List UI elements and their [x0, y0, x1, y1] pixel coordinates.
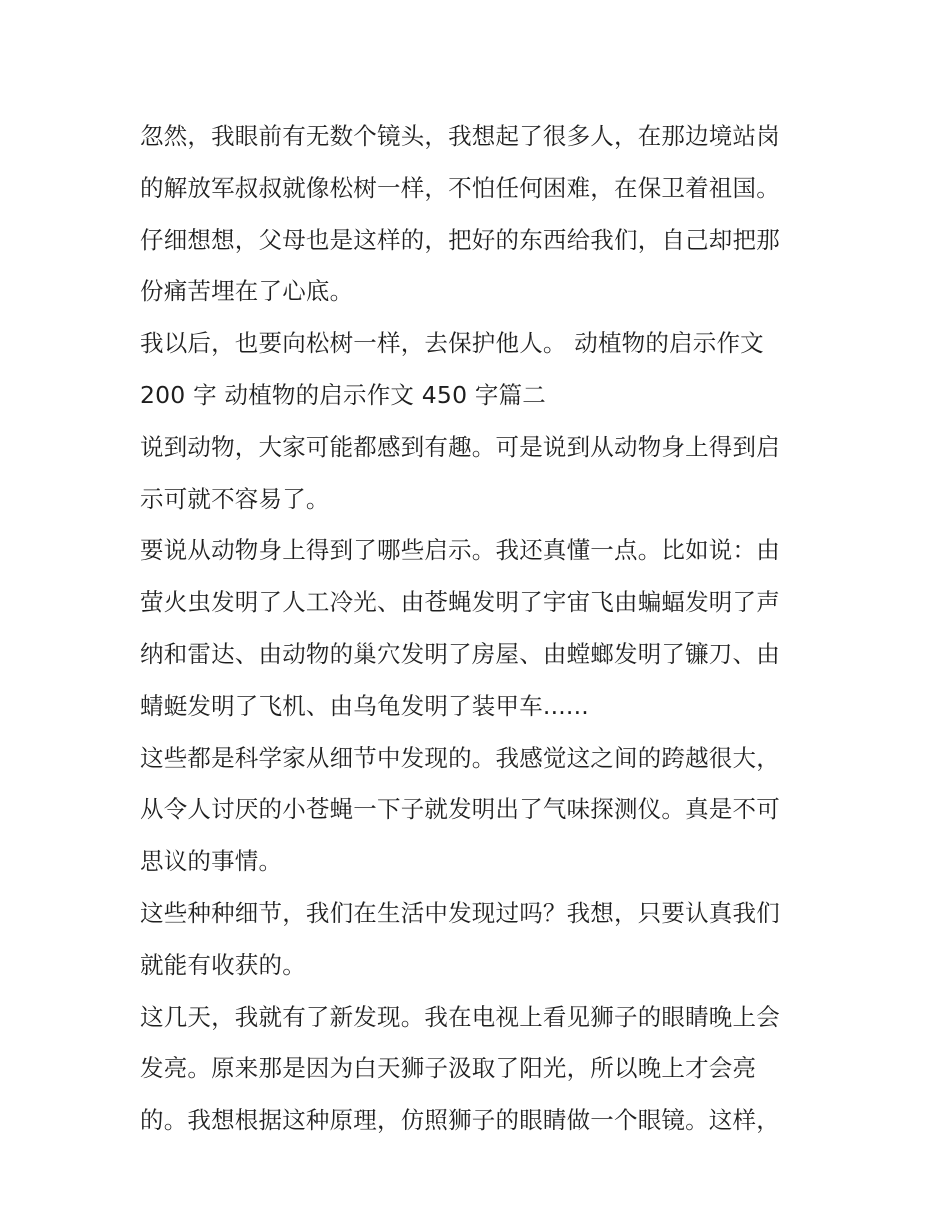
text-line-4: 份痛苦埋在了心底。 [140, 277, 354, 306]
text-line-6: 200 字 动植物的启示作文 450 字篇二 [140, 380, 546, 409]
text-line-17: 就能有收获的。 [140, 950, 306, 979]
text-line-20: 的。我想根据这种原理，仿照狮子的眼睛做一个眼镜。这样， [140, 1106, 780, 1135]
text-line-13: 这些都是科学家从细节中发现的。我感觉这之间的跨越很大， [140, 743, 780, 772]
text-line-9: 要说从动物身上得到了哪些启示。我还真懂一点。比如说：由 [140, 536, 780, 565]
text-line-14: 从令人讨厌的小苍蝇一下子就发明出了气味探测仪。真是不可 [140, 795, 780, 824]
text-line-3: 仔细想想，父母也是这样的，把好的东西给我们，自己却把那 [140, 225, 780, 254]
text-line-7: 说到动物，大家可能都感到有趣。可是说到从动物身上得到启 [140, 432, 780, 461]
text-line-10: 萤火虫发明了人工冷光、由苍蝇发明了宇宙飞由蝙蝠发明了声 [140, 588, 780, 617]
text-line-2: 的解放军叔叔就像松树一样，不怕任何困难，在保卫着祖国。 [140, 173, 780, 202]
text-line-15: 思议的事情。 [140, 847, 283, 876]
text-line-19: 发亮。原来那是因为白天狮子汲取了阳光，所以晚上才会亮 [140, 1054, 757, 1083]
text-line-1: 忽然，我眼前有无数个镜头，我想起了很多人，在那边境站岗 [140, 122, 780, 150]
text-line-18: 这几天，我就有了新发现。我在电视上看见狮子的眼睛晚上会 [140, 1002, 780, 1031]
text-line-8: 示可就不容易了。 [140, 484, 330, 513]
text-line-16: 这些种种细节，我们在生活中发现过吗？我想，只要认真我们 [140, 898, 780, 927]
essay-body [140, 111, 820, 1147]
text-line-11: 纳和雷达、由动物的巢穴发明了房屋、由螳螂发明了镰刀、由 [140, 639, 780, 668]
text-line-5: 我以后，也要向松树一样，去保护他人。 动植物的启示作文 [140, 329, 764, 358]
text-line-12: 蜻蜓发明了飞机、由乌龟发明了装甲车...... [140, 691, 589, 720]
